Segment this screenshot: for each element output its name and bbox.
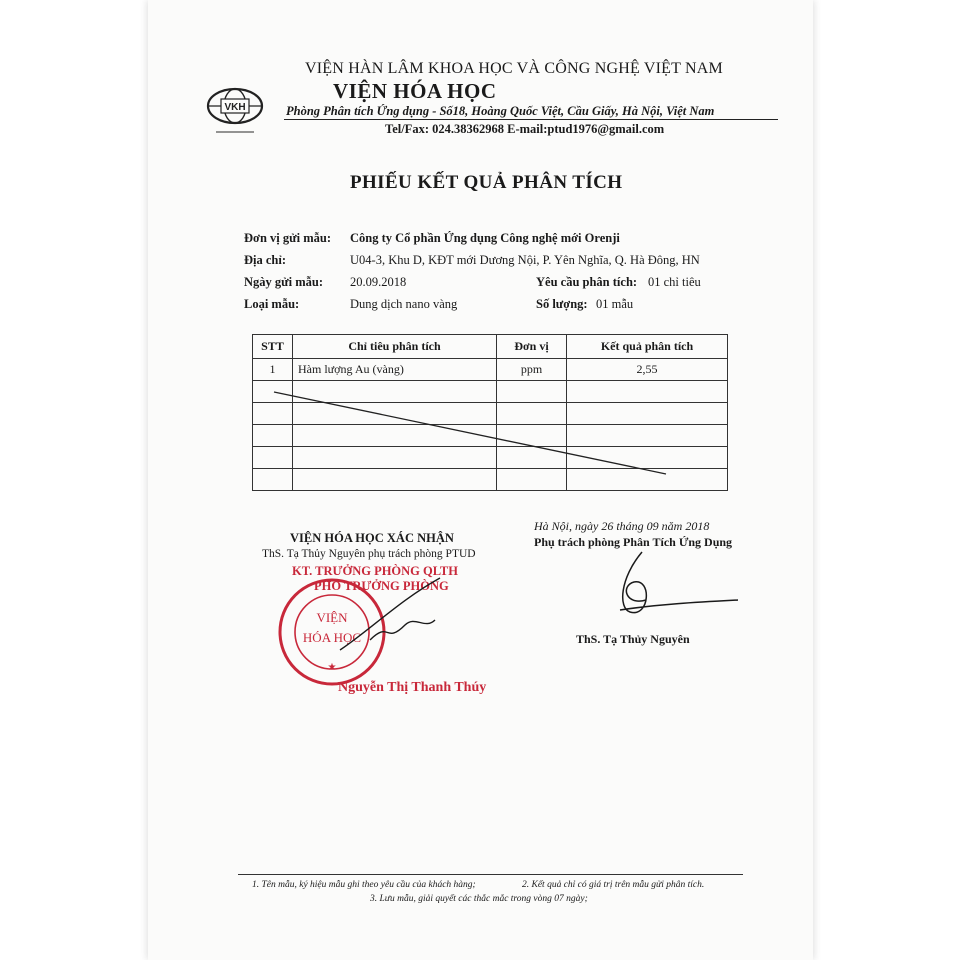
cell-indicator: Hàm lượng Au (vàng): [293, 359, 497, 381]
left-signature-scribble: [330, 570, 460, 660]
right-sign-role: Phụ trách phòng Phân Tích Ứng Dụng: [534, 535, 733, 549]
stamp-line-1: KT. TRƯỞNG PHÒNG QLTH: [292, 564, 458, 578]
footnote-2: 2. Kết quả chỉ có giá trị trên mẫu gửi phân tích.: [522, 880, 705, 890]
qty-value: 01 mẫu: [596, 297, 634, 311]
address-value: U04-3, Khu D, KĐT mới Dương Nội, P. Yên Nghĩa, Q. Hà Đông, HN: [350, 253, 700, 267]
strike-through-line: [252, 380, 728, 480]
left-sign-subline: ThS. Tạ Thủy Nguyên phụ trách phòng PTUD: [262, 548, 476, 560]
request-value: 01 chỉ tiêu: [648, 275, 701, 289]
contact-line: Tel/Fax: 024.38362968 E-mail:ptud1976@gmail.com: [385, 122, 665, 136]
col-header-indicator: Chỉ tiêu phân tích: [293, 335, 497, 359]
left-sign-heading: VIỆN HÓA HỌC XÁC NHẬN: [290, 531, 454, 545]
footnote-1: 1. Tên mẫu, ký hiệu mẫu ghi theo yêu cầu của khách hàng;: [252, 880, 476, 890]
seal-text-1: VIỆN: [316, 610, 348, 625]
header-divider: [284, 119, 778, 120]
sign-date-line: Hà Nội, ngày 26 tháng 09 năm 2018: [534, 519, 710, 533]
qty-label: Số lượng:: [536, 297, 588, 311]
stamp-line-2: PHÓ TRƯỞNG PHÒNG: [314, 579, 449, 593]
footer-divider: [238, 874, 743, 875]
right-signature-scribble: [590, 548, 750, 628]
type-value: Dung dịch nano vàng: [350, 297, 458, 311]
type-label: Loại mẫu:: [244, 297, 300, 311]
institute-name: VIỆN HÓA HỌC: [333, 79, 497, 103]
col-header-unit: Đơn vị: [497, 335, 567, 359]
request-label: Yêu cầu phân tích:: [536, 275, 638, 289]
svg-text:★: ★: [327, 662, 337, 673]
logo-text: VKH: [224, 102, 246, 113]
address-label: Địa chỉ:: [244, 253, 287, 267]
date-label: Ngày gửi mẫu:: [244, 275, 324, 289]
col-header-result: Kết quả phân tích: [567, 335, 728, 359]
sender-label: Đơn vị gửi mẫu:: [244, 231, 331, 245]
col-header-stt: STT: [253, 335, 293, 359]
cell-result: 2,55: [567, 359, 728, 381]
footnote-3: 3. Lưu mẫu, giải quyết các thắc mắc trong vòng 07 ngày;: [370, 894, 588, 904]
cell-unit: ppm: [497, 359, 567, 381]
left-signer-name: Nguyễn Thị Thanh Thúy: [338, 680, 487, 695]
institute-logo: [204, 86, 266, 138]
date-value: 20.09.2018: [350, 275, 407, 289]
table-row: [253, 359, 728, 381]
page-title: PHIẾU KẾT QUẢ PHÂN TÍCH: [350, 172, 623, 193]
department-address: Phòng Phân tích Ứng dụng - Số18, Hoàng Quốc Việt, Cầu Giấy, Hà Nội, Việt Nam: [286, 104, 715, 118]
sender-value: Công ty Cổ phần Ứng dụng Công nghệ mới Orenji: [350, 231, 620, 245]
right-signer-name: ThS. Tạ Thủy Nguyên: [576, 632, 690, 646]
table-header-row: [253, 335, 728, 359]
cell-stt: 1: [253, 359, 293, 381]
academy-name: VIỆN HÀN LÂM KHOA HỌC VÀ CÔNG NGHỆ VIỆT NAM: [305, 60, 723, 77]
seal-text-2: HÓA HỌC: [302, 630, 362, 645]
